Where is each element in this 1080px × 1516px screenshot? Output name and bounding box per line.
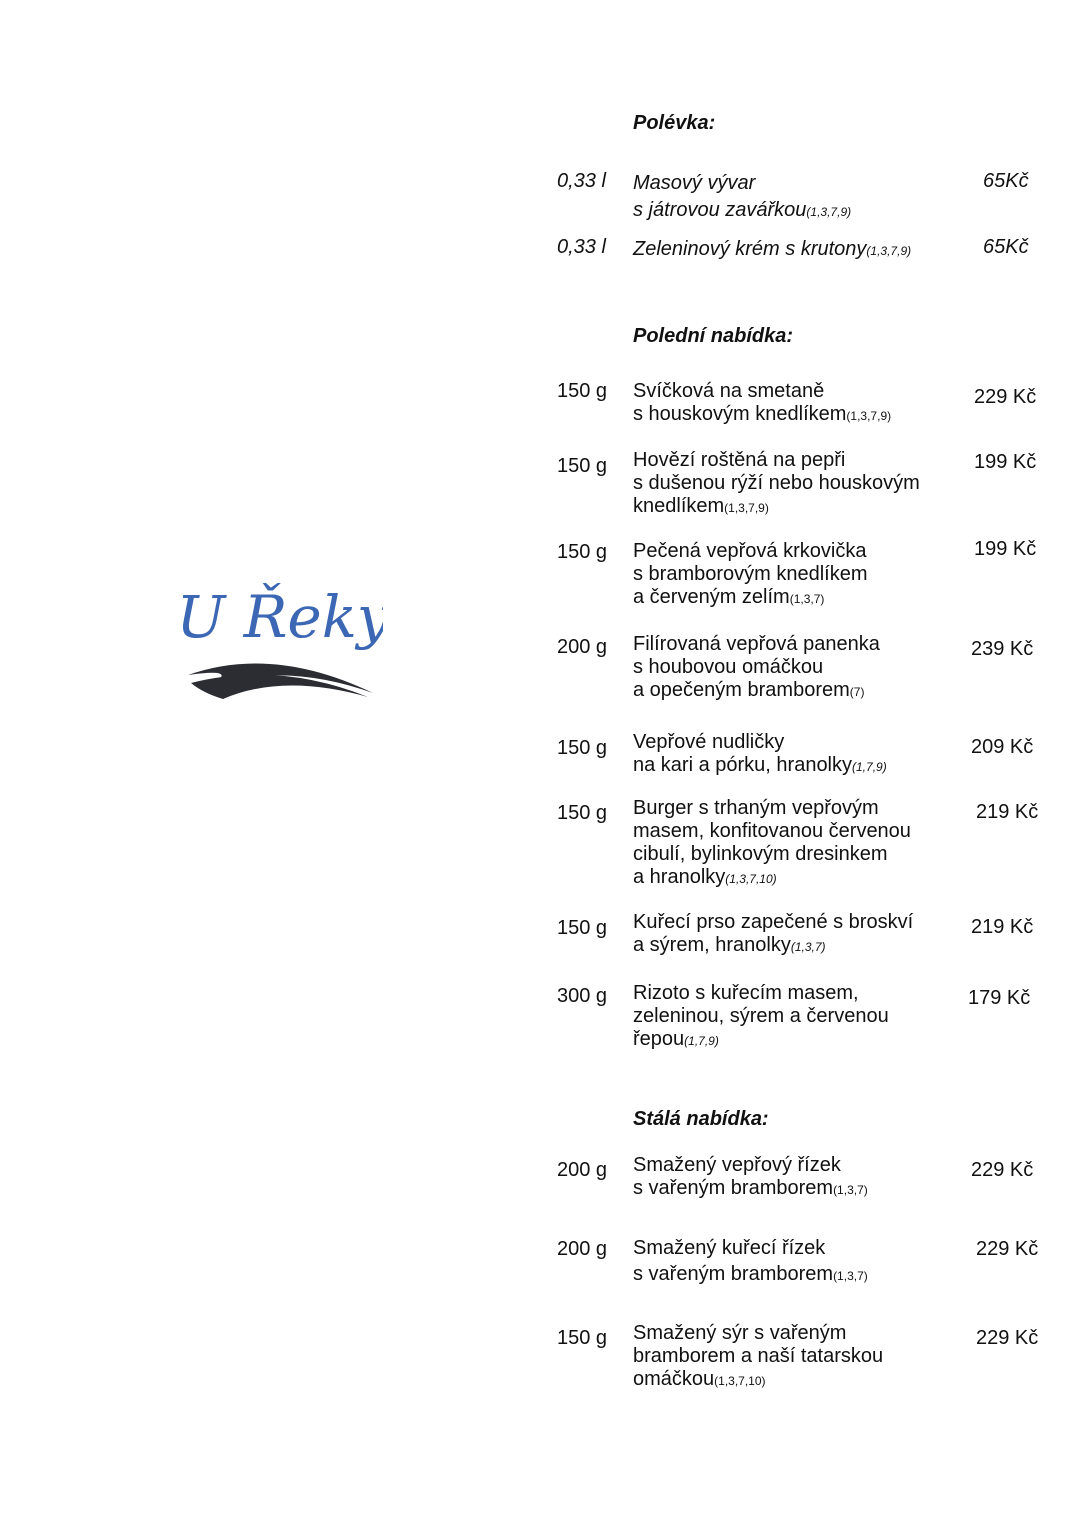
logo-graphic bbox=[183, 575, 383, 715]
allergens: (1,3,7,9) bbox=[846, 409, 892, 423]
item-weight: 200 g bbox=[557, 1159, 608, 1181]
item-weight: 150 g bbox=[557, 1327, 608, 1349]
item-weight: 150 g bbox=[557, 802, 608, 824]
item-weight: 150 g bbox=[557, 455, 608, 477]
allergens: (1,3,7) bbox=[790, 940, 826, 954]
item-weight: 150 g bbox=[557, 541, 608, 563]
item-price: 229 Kč bbox=[974, 386, 1037, 408]
item-weight: 200 g bbox=[557, 636, 608, 658]
item-name: Filírovaná vepřová panenka s houbovou omáčkou a opečeným bramborem(7) bbox=[633, 633, 880, 701]
item-price: 65Kč bbox=[983, 170, 1029, 192]
item-price: 229 Kč bbox=[971, 1159, 1034, 1181]
allergens: (1,3,7) bbox=[833, 1183, 868, 1197]
allergens: (7) bbox=[849, 685, 865, 699]
allergens: (1,3,7,9) bbox=[866, 244, 912, 258]
item-price: 199 Kč bbox=[974, 538, 1037, 560]
item-weight: 0,33 l bbox=[557, 170, 606, 192]
item-name: Vepřové nudličky na kari a pórku, hranolky(1,7,9) bbox=[633, 731, 887, 776]
logo-text: U Řeky bbox=[183, 583, 383, 651]
item-name: Masový vývar s játrovou zavářkou(1,3,7,9) bbox=[633, 172, 852, 221]
item-name: Kuřecí prso zapečené s broskví a sýrem, hranolky(1,3,7) bbox=[633, 911, 914, 956]
allergens: (1,3,7,9) bbox=[806, 205, 852, 219]
item-price: 179 Kč bbox=[968, 987, 1031, 1009]
item-price: 199 Kč bbox=[974, 451, 1037, 473]
allergens: (1,7,9) bbox=[852, 760, 887, 774]
allergens: (1,3,7) bbox=[789, 592, 825, 606]
item-price: 229 Kč bbox=[976, 1238, 1039, 1260]
item-name: Burger s trhaným vepřovým masem, konfitovanou červenou cibulí, bylinkovým dresinkem a hranolky(1,3,7,10) bbox=[633, 797, 911, 888]
section-title-lunch: Polední nabídka: bbox=[633, 325, 794, 347]
item-name: Hovězí roštěná na pepři s dušenou rýží nebo houskovým knedlíkem(1,3,7,9) bbox=[633, 449, 920, 517]
allergens: (1,3,7,10) bbox=[725, 872, 777, 886]
section-title-soup: Polévka: bbox=[633, 112, 716, 134]
item-name: Smažený vepřový řízek s vařeným bramborem(1,3,7) bbox=[633, 1154, 868, 1199]
item-name: Rizoto s kuřecím masem, zeleninou, sýrem a červenou řepou(1,7,9) bbox=[633, 982, 889, 1050]
item-weight: 200 g bbox=[557, 1238, 608, 1260]
item-price: 65Kč bbox=[983, 236, 1029, 258]
item-weight: 150 g bbox=[557, 737, 608, 759]
allergens: (1,3,7,10) bbox=[714, 1374, 766, 1388]
item-name: Svíčková na smetaně s houskovým knedlíkem(1,3,7,9) bbox=[633, 380, 892, 425]
section-title-permanent: Stálá nabídka: bbox=[633, 1108, 769, 1130]
item-name: Zeleninový krém s krutony(1,3,7,9) bbox=[633, 238, 912, 260]
item-price: 229 Kč bbox=[976, 1327, 1039, 1349]
item-price: 209 Kč bbox=[971, 736, 1034, 758]
item-price: 219 Kč bbox=[976, 801, 1039, 823]
item-price: 239 Kč bbox=[971, 638, 1034, 660]
allergens: (1,7,9) bbox=[684, 1034, 719, 1048]
item-name: Pečená vepřová krkovička s bramborovým knedlíkem a červeným zelím(1,3,7) bbox=[633, 540, 868, 608]
allergens: (1,3,7) bbox=[833, 1269, 868, 1283]
item-price: 219 Kč bbox=[971, 916, 1034, 938]
restaurant-logo bbox=[183, 575, 383, 715]
allergens: (1,3,7,9) bbox=[724, 501, 769, 515]
item-name: Smažený sýr s vařeným bramborem a naší tatarskou omáčkou(1,3,7,10) bbox=[633, 1322, 884, 1390]
item-weight: 300 g bbox=[557, 985, 608, 1007]
item-weight: 150 g bbox=[557, 380, 608, 402]
item-weight: 150 g bbox=[557, 917, 608, 939]
item-weight: 0,33 l bbox=[557, 236, 606, 258]
item-name: Smažený kuřecí řízek s vařeným bramborem(1,3,7) bbox=[633, 1237, 868, 1285]
wave-icon-lower bbox=[191, 675, 368, 699]
